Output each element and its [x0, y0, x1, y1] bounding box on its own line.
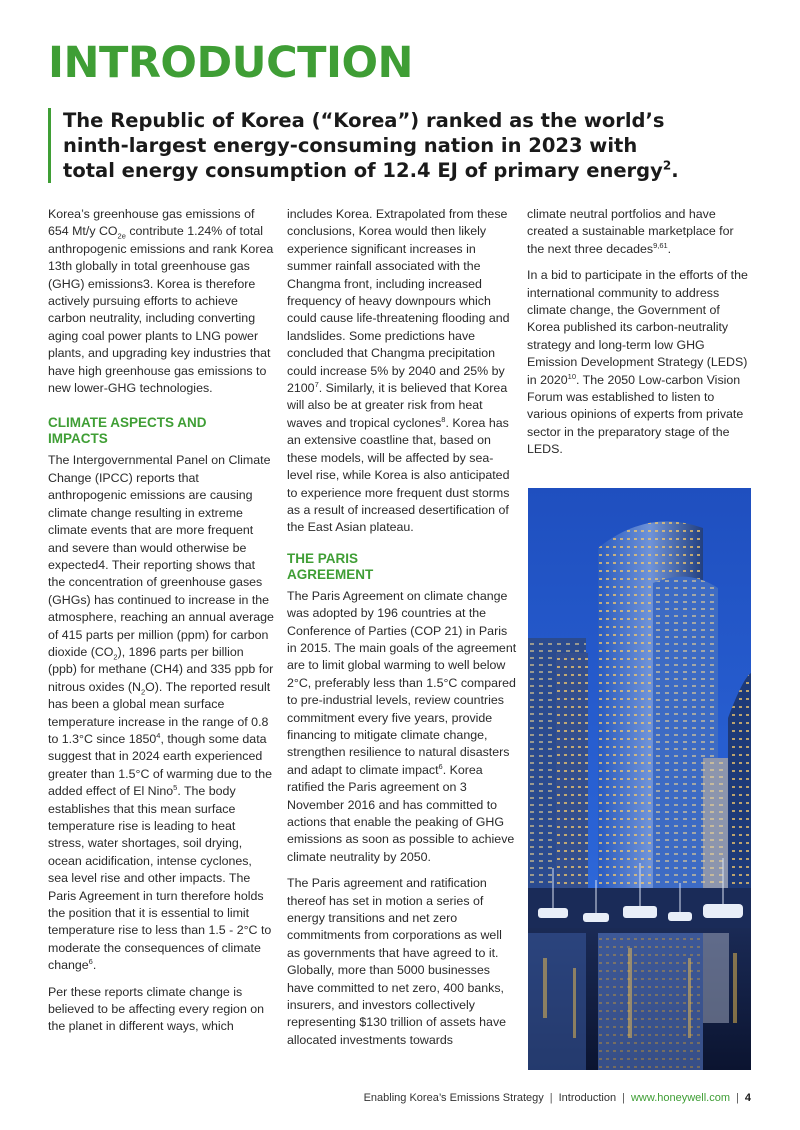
paragraph-korea-impacts — [287, 206, 517, 537]
heading-climate-aspects: CLIMATE ASPECTS AND IMPACTS — [48, 415, 207, 447]
text-span: The Paris Agreement on climate change was adopted by 196 countries at the Conference of Parties (COP 21) in Paris in 2015. The main goals of the agreement are to limit global warming to well below 2°C, preferably less than 1.5°C compared to pre-industrial levels, review countries commitment every five years, provide financing to mitigate climate change, strengthen resilience to natural disasters and adapt to climate impact — [287, 588, 517, 777]
text-span: includes Korea. Extrapolated from these conclusions, Korea would then likely experience significant increases in summer rainfall associated with the Changma front, including increased frequency of heavy downpours which could cause life-threatening flooding and landslides. Some predictions have concluded that Changma precipitation could increase 5% by 2040 and 25% by 2100 — [287, 207, 510, 396]
footnote-ref: 7 — [314, 379, 319, 389]
paragraph-net-zero: The Paris agreement and ratification thereof has set in motion a series of energy transitions and net zero commitments from corporations as well as governments that have agreed to it. Globally, more than 5000 businesses have committed to net zero, 400 banks, insurers, and investors collectively representing $130 trillion of assets have allocated investments towards — [287, 876, 507, 1047]
text-span: . Similarly, it is believed that Korea will also be at greater risk from heat waves and tropical cyclones — [287, 381, 508, 430]
text-span: . Korea has an extensive coastline that, based on these models, will be affected by sea-level rise, while Korea is also anticipated to experience more frequent dust storms as a result of increased desertification of the East Asian plateau. — [287, 415, 510, 535]
paragraph-leds — [527, 267, 752, 458]
city-skyline-photo — [528, 488, 751, 1070]
page-title: INTRODUCTION — [48, 38, 414, 88]
lead-statement — [48, 108, 683, 183]
lead-footnote: 2 — [662, 158, 672, 173]
footnote-ref: 4 — [156, 730, 161, 740]
text-span: Korea’s greenhouse gas emissions of 654 Mt/y CO — [48, 207, 255, 239]
subscript: 2 — [140, 687, 146, 697]
subscript: 2 — [113, 652, 118, 662]
footer-separator: | — [622, 1092, 625, 1104]
text-span: ), 1896 parts per billion (ppb) for methane (CH4) and 335 ppb for nitrous oxides (N — [48, 644, 274, 694]
text-span: . — [92, 958, 97, 973]
text-span: , though some data suggest that in 2024 earth experienced greater than 1.5°C of warming due to the added effect of El Nino — [48, 731, 272, 799]
footer-separator: | — [549, 1092, 553, 1104]
column-1 — [48, 206, 274, 1045]
footer-separator: | — [736, 1092, 739, 1104]
lead-end: . — [671, 159, 679, 182]
text-span: The Intergovernmental Panel on Climate Change (IPCC) reports that anthropogenic emissions are causing climate change resulting in extreme climate events that are more frequent and severe than would otherwise be expected4. Their reporting shows that the concentration of greenhouse gases (GHGs) has continued to increase in the atmosphere, reaching an annual average of 415 parts per million (ppm) for carbon dioxide (CO — [48, 453, 274, 659]
text-span: . The 2050 Low-carbon Vision Forum was established to listen to various opinions of experts from private sector in the preparatory stage of the LEDS. — [527, 372, 744, 457]
footer-document-title: Enabling Korea’s Emissions Strategy — [363, 1092, 544, 1104]
footnote-ref: 6 — [438, 761, 443, 771]
heading-paris-agreement: THE PARIS AGREEMENT — [287, 550, 374, 582]
paragraph-portfolios — [527, 206, 752, 258]
text-span: climate neutral portfolios and have created a sustainable marketplace for the next three decades — [527, 207, 734, 256]
text-span: In a bid to participate in the efforts of the international community to address climate change, the Government of Korea published its carbon-neutrality strategy and long-term low GHG Emission Development Strategy (LEDS) in 2020 — [527, 268, 748, 387]
column-3 — [527, 206, 752, 468]
footnote-ref: 10 — [567, 371, 576, 381]
paragraph-paris — [287, 588, 517, 867]
text-span: . The body establishes that this mean surface temperature rise is leading to heat stress, water shortages, soil drying, ocean acidification, intense cyclones, sea level rise and other impacts. The Paris Agreement in turn therefore holds the position that it is essential to limit temperature rise to less than 1.5 - 2°C to moderate the consequences of climate change — [48, 784, 272, 973]
footnote-ref: 5 — [173, 783, 178, 793]
footer-website-link[interactable]: www.honeywell.com — [630, 1092, 731, 1104]
footnote-ref: 9,61 — [653, 240, 668, 250]
text-span: O). The reported result has been a global mean surface temperature increase in the range of 0.8 to 1.3°C since 1850 — [48, 679, 271, 746]
lead-text: The Republic of Korea (“Korea”) ranked as the world’s ninth-largest energy-consuming nation in 2023 with total energy consumption of 12.4 EJ of primary energy — [63, 109, 665, 182]
footnote-ref: 6 — [88, 957, 93, 967]
page-number: 4 — [744, 1092, 751, 1104]
paragraph-emissions — [48, 206, 274, 397]
footer-section: Introduction — [558, 1092, 617, 1104]
text-span: contribute 1.24% of total anthropogenic emissions and rank Korea 13th globally in total greenhouse gas (GHG) emissions3. Korea is therefore actively pursuing efforts to achieve carbon neutrality, including converting aging coal power plants to LNG power plants, and upgrading key industries that have high greenhouse gas emissions to new lower-GHG technologies. — [48, 224, 274, 396]
column-2 — [287, 206, 517, 1058]
text-span: . — [667, 241, 672, 256]
page-footer — [364, 1092, 751, 1104]
subscript: 2e — [117, 231, 126, 241]
text-span: . Korea ratified the Paris agreement on 3 November 2016 and has committed to actions that enable the peaking of GHG emissions as soon as possible to achieve climate neutrality by 2050. — [287, 762, 515, 864]
paragraph-regions: Per these reports climate change is believed to be affecting every region on the planet in different ways, which — [48, 984, 265, 1034]
paragraph-ipcc — [48, 452, 274, 974]
footnote-ref: 8 — [441, 414, 446, 424]
